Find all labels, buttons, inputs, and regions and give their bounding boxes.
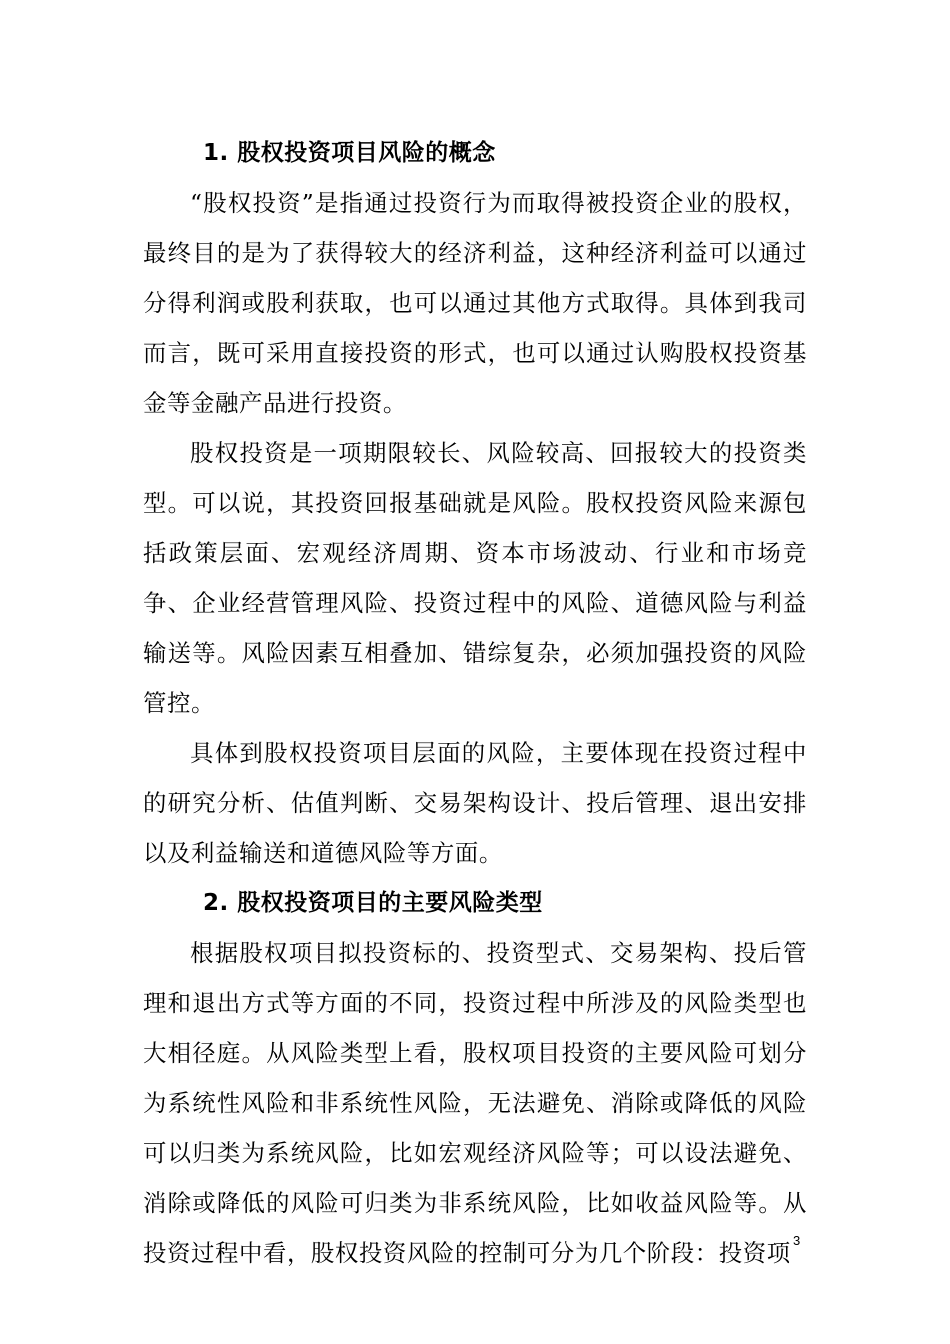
section-heading-2: 2. 股权投资项目的主要风险类型 <box>203 890 543 916</box>
section-heading-1: 1. 股权投资项目风险的概念 <box>203 140 496 166</box>
page-number: 3 <box>793 1233 801 1248</box>
paragraph-4: 根据股权项目拟投资标的、投资型式、交易架构、投后管理和退出方式等方面的不同，投资过程中所涉及的风险类型也大相径庭。从风险类型上看，股权项目投资的主要风险可划分为系统性风险和非系统性风险，无法避免、消除或降低的风险可以归类为系统风险，比如宏观经济风险等；可以设法避免、消除或降低的风险可归类为非系统风险，比如收益风险等。从投资过程中看，股权投资风险的控制可分为几个阶段：投资项 <box>143 939 807 1267</box>
paragraph-3: 具体到股权投资项目层面的风险，主要体现在投资过程中的研究分析、估值判断、交易架构设计、投后管理、退出安排以及利益输送和道德风险等方面。 <box>143 739 807 867</box>
paragraph-2: 股权投资是一项期限较长、风险较高、回报较大的投资类型。可以说，其投资回报基础就是风险。股权投资风险来源包括政策层面、宏观经济周期、资本市场波动、行业和市场竞争、企业经营管理风险、投资过程中的风险、道德风险与利益输送等。风险因素互相叠加、错综复杂，必须加强投资的风险管控。 <box>143 439 807 717</box>
document-body <box>143 128 807 1278</box>
paragraph-1: “股权投资”是指通过投资行为而取得被投资企业的股权，最终目的是为了获得较大的经济利益，这种经济利益可以通过分得利润或股利获取，也可以通过其他方式取得。具体到我司而言，既可采用直接投资的形式，也可以通过认购股权投资基金等金融产品进行投资。 <box>143 189 807 417</box>
